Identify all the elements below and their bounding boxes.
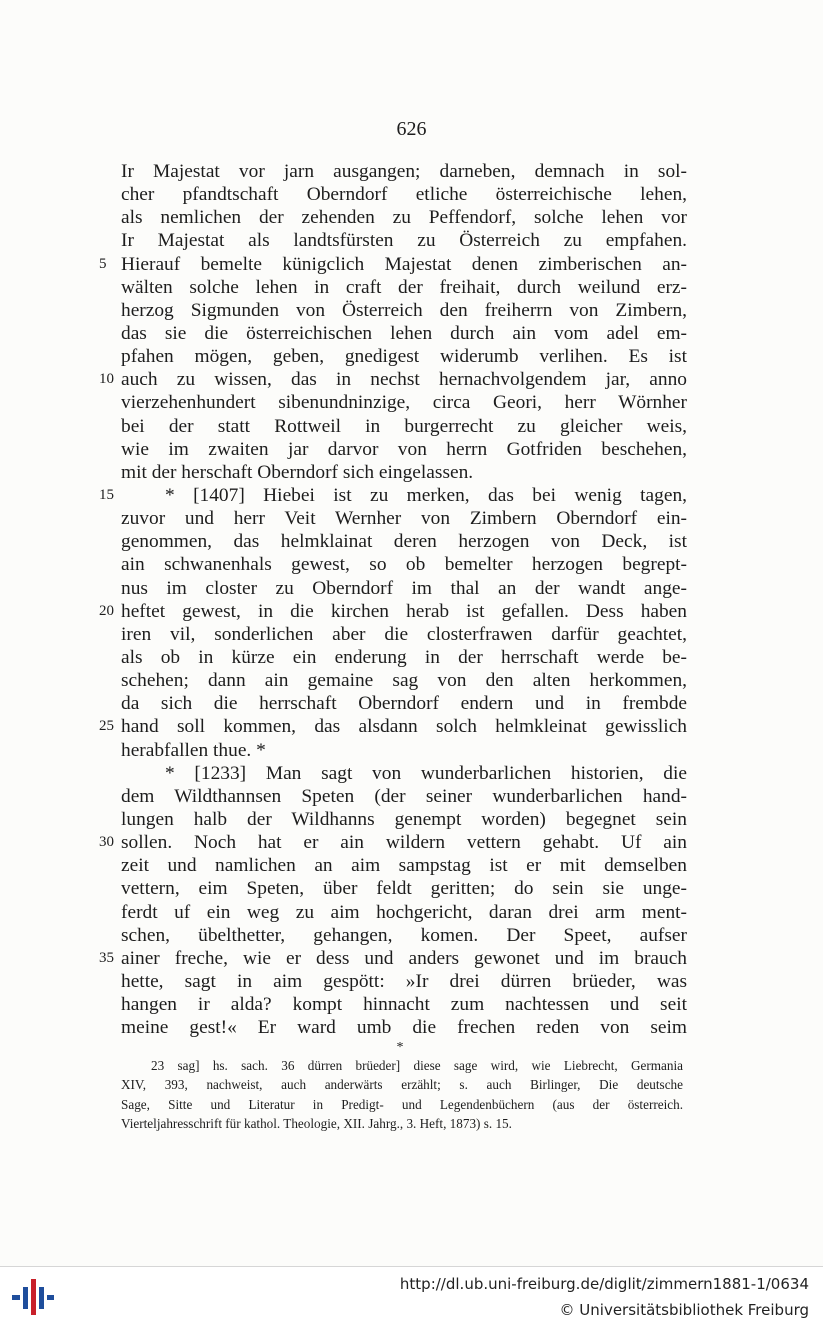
line-text: nus im closter zu Oberndorf im thal an der wandt ange- xyxy=(121,577,687,599)
line-text: mit der herschaft Oberndorf sich eingelassen. xyxy=(121,461,474,483)
viewer-footer xyxy=(0,1266,823,1327)
text-line xyxy=(121,530,687,553)
line-text: das sie die österreichischen lehen durch ain vom adel em- xyxy=(121,322,687,344)
line-text: da sich die herrschaft Oberndorf endern und in frembde xyxy=(121,693,687,715)
text-line xyxy=(121,229,687,252)
text-line xyxy=(121,345,687,368)
text-line xyxy=(121,993,687,1016)
line-text: zuvor und herr Veit Wernher von Zimbern Oberndorf ein- xyxy=(121,508,687,530)
text-line xyxy=(99,253,687,276)
text-line xyxy=(99,947,687,970)
text-line xyxy=(121,507,687,530)
text-line xyxy=(121,901,687,924)
text-line xyxy=(121,785,687,808)
line-text: zeit und namlichen an aim sampstag ist er mit demselben xyxy=(121,855,687,877)
line-text: herzog Sigmunden von Österreich den freiherrn von Zimbern, xyxy=(121,299,687,321)
text-line xyxy=(121,692,687,715)
line-text: * [1407] Hiebei ist zu merken, das bei wenig tagen, xyxy=(165,484,687,506)
text-line xyxy=(99,600,687,623)
text-line xyxy=(121,322,687,345)
line-number: 10 xyxy=(99,371,114,388)
line-text: hand soll kommen, das alsdann solch helmkleinat gewisslich xyxy=(121,716,687,738)
text-line xyxy=(121,391,687,414)
text-line xyxy=(121,160,687,183)
line-text: auch zu wissen, das in nechst hernachvolgendem jar, anno xyxy=(121,369,687,391)
text-line xyxy=(99,368,687,391)
line-text: ain schwanenhals gewest, so ob bemelter herzogen begrept- xyxy=(121,554,687,576)
text-line xyxy=(99,715,687,738)
line-text: dem Wildthannsen Speten (der seiner wunderbarlichen hand- xyxy=(121,785,687,807)
line-text: hette, sagt in aim gespött: »Ir drei dürren brüeder, was xyxy=(121,970,687,992)
line-text: iren vil, sonderlichen aber die closterfrawen darfür geachtet, xyxy=(121,623,687,645)
line-text: * [1233] Man sagt von wunderbarlichen historien, die xyxy=(165,762,687,784)
body-text xyxy=(99,160,687,1039)
page-number: 626 xyxy=(396,118,427,140)
text-line xyxy=(121,646,687,669)
text-line xyxy=(121,276,687,299)
line-text: pfahen mögen, geben, gnedigest widerumb verlihen. Es ist xyxy=(121,346,687,368)
text-line xyxy=(121,762,687,785)
footnotes xyxy=(121,1056,683,1133)
line-number: 15 xyxy=(99,486,114,503)
footnote-line: Vierteljahresschrift für kathol. Theologie, XII. Jahrg., 3. Heft, 1873) s. 15. xyxy=(121,1115,512,1131)
line-text: vierzehenhundert sibenundninzige, circa Geori, herr Wörnher xyxy=(121,392,687,414)
line-text: Ir Majestat als landtsfürsten zu Österreich zu empfahen. xyxy=(121,230,687,252)
text-line xyxy=(121,553,687,576)
text-line xyxy=(121,877,687,900)
text-line xyxy=(121,970,687,993)
line-text: lungen halb der Wildhanns genempt worden) begegnet sein xyxy=(121,808,687,830)
text-line xyxy=(99,831,687,854)
line-text: hangen ir alda? kompt hinnacht zum nachtessen und seit xyxy=(121,994,687,1016)
footnote-line: XIV, 393, nachweist, auch anderwärts erzählt; s. auch Birlinger, Die deutsche xyxy=(121,1077,683,1093)
permalink-url[interactable]: http://dl.ub.uni-freiburg.de/diglit/zimmern1881-1/0634 xyxy=(399,1275,809,1293)
text-line xyxy=(121,669,687,692)
line-text: bei der statt Rottweil in burgerrecht zu gleicher weis, xyxy=(121,415,687,437)
text-line xyxy=(121,183,687,206)
line-text: heftet gewest, in die kirchen herab ist gefallen. Dess haben xyxy=(121,600,687,622)
line-text: Ir Majestat vor jarn ausgangen; darneben, demnach in sol- xyxy=(121,161,687,182)
footnote-marker: * xyxy=(396,1040,404,1055)
line-number: 20 xyxy=(99,602,114,619)
text-line xyxy=(121,461,687,484)
text-line xyxy=(99,484,687,507)
text-line xyxy=(121,206,687,229)
copyright-notice: © Universitätsbibliothek Freiburg xyxy=(559,1301,809,1319)
line-text: schehen; dann ain gemaine sag von den alten herkommen, xyxy=(121,670,687,692)
text-line xyxy=(121,1016,687,1039)
line-number: 5 xyxy=(99,255,107,272)
text-line xyxy=(121,739,687,762)
line-text: schen, übelthetter, gehangen, komen. Der Speet, aufser xyxy=(121,924,687,946)
text-line xyxy=(121,924,687,947)
line-text: wälten solche lehen in craft der freihait, durch weilund erz- xyxy=(121,276,687,298)
line-text: als ob in kürze ein enderung in der herrschaft werde be- xyxy=(121,646,687,668)
line-text: ferdt uf ein weg zu aim hochgericht, daran drei arm ment- xyxy=(121,901,687,923)
line-number: 25 xyxy=(99,718,114,735)
line-text: als nemlichen der zehenden zu Peffendorf, solche lehen vor xyxy=(121,207,687,229)
text-line xyxy=(121,577,687,600)
line-text: herabfallen thue. * xyxy=(121,739,266,761)
line-text: cher pfandtschaft Oberndorf etliche österreichische lehen, xyxy=(121,184,687,206)
line-number: 35 xyxy=(99,949,114,966)
line-text: ainer freche, wie er dess und anders gewonet und im brauch xyxy=(121,947,687,969)
text-line xyxy=(121,415,687,438)
text-line xyxy=(121,808,687,831)
line-text: sollen. Noch hat er ain wildern vettern gehabt. Uf ain xyxy=(121,832,687,854)
digi-logo-icon[interactable] xyxy=(10,1277,54,1317)
footnote-line: Sage, Sitte und Literatur in Predigt- und Legendenbüchern (aus der österreich. xyxy=(121,1096,683,1112)
footnote-line: 23 sag] hs. sach. 36 dürren brüeder] diese sage wird, wie Liebrecht, Germania xyxy=(151,1058,683,1073)
line-text: genommen, das helmklainat deren herzogen von Deck, ist xyxy=(121,531,687,553)
line-number: 30 xyxy=(99,834,114,851)
text-line xyxy=(121,299,687,322)
text-line xyxy=(121,854,687,877)
line-text: wie im zwaiten jar darvor von herrn Gotfriden beschehen, xyxy=(121,438,687,460)
line-text: meine gest!« Er ward umb die frechen reden von seim xyxy=(121,1017,687,1039)
line-text: vettern, eim Speten, über feldt geritten; do sein sie unge- xyxy=(121,878,687,900)
line-text: Hierauf bemelte künigclich Majestat denen zimberischen an- xyxy=(121,253,687,275)
text-line xyxy=(121,438,687,461)
text-line xyxy=(121,623,687,646)
